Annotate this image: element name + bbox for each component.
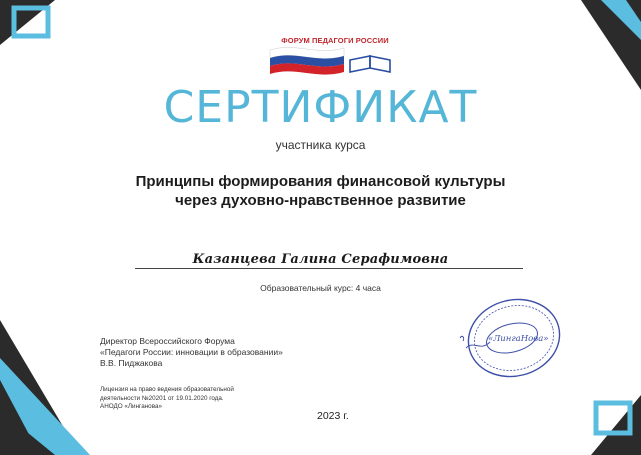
license-line-1: Лицензия на право ведения образовательной <box>100 386 234 393</box>
corner-decoration-top-right <box>571 0 641 95</box>
stamp-center-text: «ЛингаНова» <box>488 334 549 344</box>
name-underline <box>135 268 523 269</box>
recipient-name: Казанцева Галина Серафимовна <box>192 252 449 267</box>
corner-decoration-top-left <box>0 0 70 60</box>
director-line-2: «Педагоги России: инновации в образовании» <box>100 347 283 357</box>
corner-decoration-bottom-left <box>0 320 90 455</box>
license-line-3: АНОДО «Линганова» <box>100 403 162 410</box>
certificate-title: СЕРТИФИКАТ <box>163 82 478 133</box>
logo-text: ФОРУМ ПЕДАГОГИ РОССИИ <box>281 36 389 45</box>
director-signature-block <box>100 336 283 369</box>
course-title-line-1: Принципы формирования финансовой культуры <box>135 173 506 190</box>
certificate-subtitle: участника курса <box>275 138 366 152</box>
license-info <box>100 386 234 412</box>
director-name: В.В. Пиджакова <box>100 358 163 368</box>
course-title <box>60 172 581 210</box>
director-line-1: Директор Всероссийского Форума <box>100 336 235 346</box>
corner-decoration-bottom-right <box>591 395 641 455</box>
license-line-2: деятельности №20201 от 19.01.2020 года. <box>100 394 224 402</box>
course-hours: Образовательный курс: 4 часа <box>260 283 381 293</box>
course-title-line-2: через духовно-нравственное развитие <box>175 192 466 209</box>
issue-year: 2023 г. <box>317 410 349 422</box>
